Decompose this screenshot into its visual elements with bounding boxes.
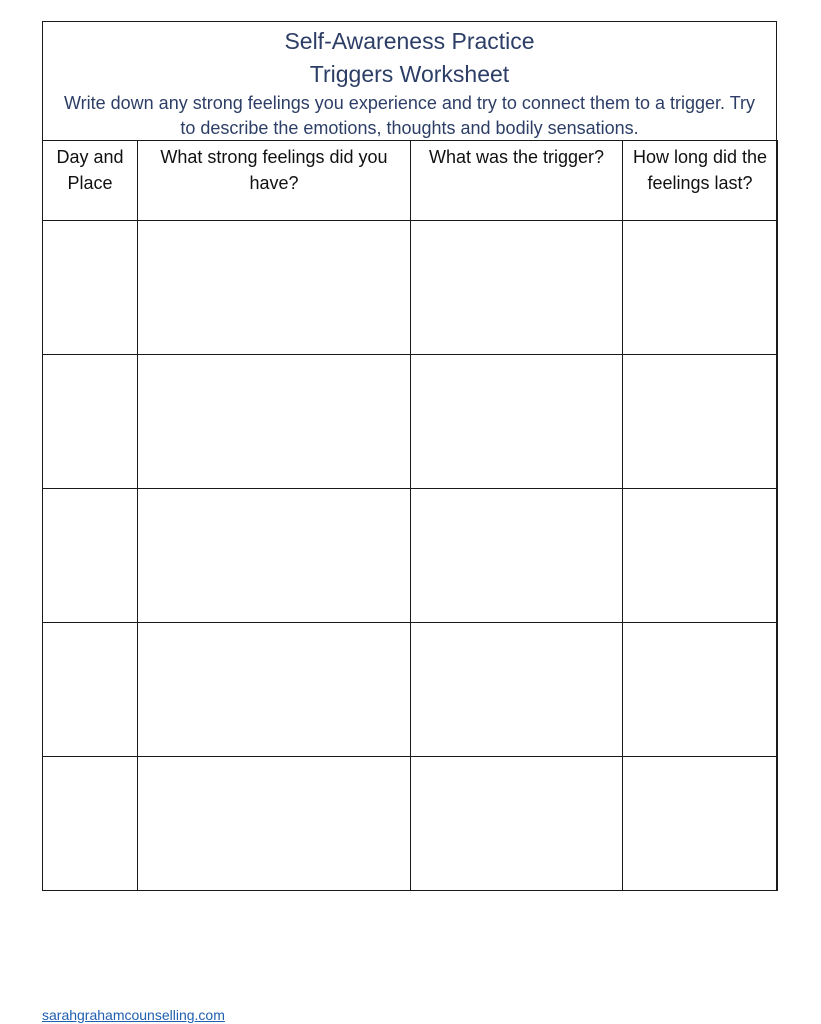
table-cell[interactable] [43, 757, 138, 891]
table-row [43, 623, 778, 757]
website-link[interactable]: sarahgrahamcounselling.com [42, 1007, 225, 1023]
table-cell[interactable] [411, 355, 623, 489]
column-header-duration: How long did the feelings last? [623, 141, 778, 221]
table-cell[interactable] [138, 355, 411, 489]
table-cell[interactable] [43, 355, 138, 489]
table-cell[interactable] [411, 221, 623, 355]
table-cell[interactable] [138, 757, 411, 891]
table-row [43, 355, 778, 489]
table-cell[interactable] [138, 623, 411, 757]
table-cell[interactable] [43, 221, 138, 355]
table-cell[interactable] [623, 489, 778, 623]
triggers-table [42, 140, 778, 891]
column-header-trigger: What was the trigger? [411, 141, 623, 221]
worksheet-frame [42, 21, 777, 891]
table-row [43, 757, 778, 891]
table-header-row [43, 141, 778, 221]
page-subtitle: Triggers Worksheet [309, 61, 510, 87]
table-cell[interactable] [623, 221, 778, 355]
table-cell[interactable] [411, 757, 623, 891]
column-header-strong-feelings: What strong feelings did you have? [138, 141, 411, 221]
page-title: Self-Awareness Practice [284, 28, 535, 54]
table-row [43, 489, 778, 623]
table-cell[interactable] [623, 355, 778, 489]
instructions-text: Write down any strong feelings you experience and try to connect them to a trigger. Try to describe the emotions, thoughts and bodily sensations. [63, 93, 756, 138]
column-header-day-place: Day and Place [43, 141, 138, 221]
table-cell[interactable] [411, 623, 623, 757]
table-cell[interactable] [411, 489, 623, 623]
table-cell[interactable] [43, 489, 138, 623]
table-row [43, 221, 778, 355]
worksheet-header [43, 22, 776, 140]
table-cell[interactable] [623, 623, 778, 757]
table-cell[interactable] [43, 623, 138, 757]
table-cell[interactable] [138, 221, 411, 355]
table-cell[interactable] [138, 489, 411, 623]
table-cell[interactable] [623, 757, 778, 891]
